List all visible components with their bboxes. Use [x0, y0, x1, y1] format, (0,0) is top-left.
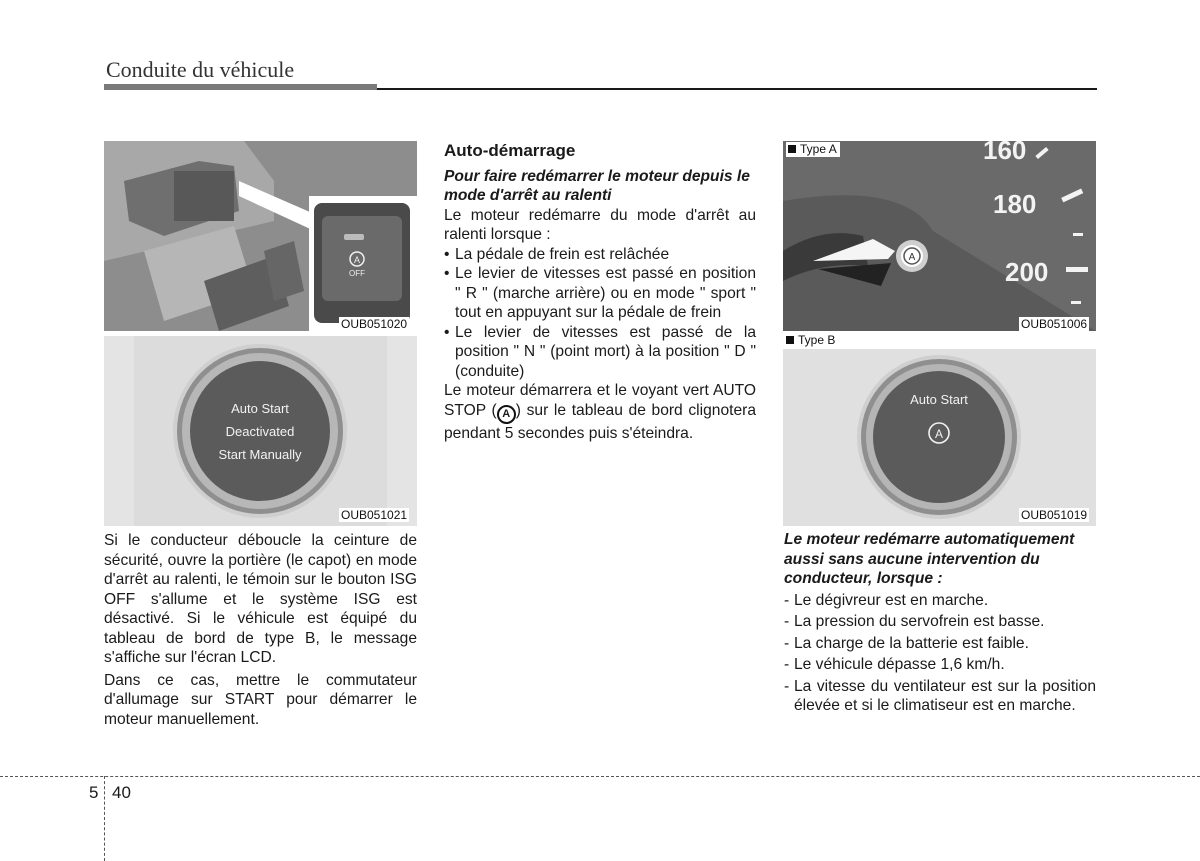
figure-caption: OUB051019	[1021, 508, 1088, 522]
footer-divider	[104, 776, 105, 861]
right-column	[784, 530, 1096, 716]
gauge-tick-label: 200	[1005, 257, 1049, 287]
figure-caption: OUB051020	[341, 317, 408, 331]
start-button-illustration	[783, 349, 1096, 526]
section-number: 5	[89, 783, 99, 802]
condition-list	[444, 245, 756, 382]
list-item: - La vitesse du ventilateur est sur la position élevée et si le climatiseur est en marche.	[784, 677, 1096, 716]
page-number: 40	[112, 783, 131, 802]
paragraph: Dans ce cas, mettre le commutateur d'allumage sur START pour démarrer le moteur manuellement.	[104, 671, 417, 728]
list-item: - La charge de la batterie est faible.	[784, 634, 1096, 654]
start-manually-text: Start Manually	[218, 447, 302, 462]
list-item: - Le véhicule dépasse 1,6 km/h.	[784, 655, 1096, 675]
figure-type-b-button	[783, 349, 1096, 526]
list-item: • La pédale de frein est relâchée	[444, 245, 756, 265]
auto-start-text: Auto Start	[231, 401, 289, 416]
intro-text: Le moteur redémarre du mode d'arrêt au ralenti lorsque :	[444, 206, 756, 243]
footer-rule	[0, 776, 1200, 777]
paragraph: Si le conducteur déboucle la ceinture de sécurité, ouvre la portière (le capot) en mode d'arrêt au ralenti, le témoin sur le bouton ISG OFF s'allume et le système ISG est désactivé. Si le véhicule est équipé du tableau de bord de type B, le message s'affiche sur l'écran LCD.	[104, 532, 417, 666]
header-rule-thick	[104, 84, 377, 90]
closing-text: Le moteur démarrera et le voyant vert AUTO STOP ( A ) sur le tableau de bord clignotera pendant 5 secondes puis s'éteindra.	[444, 382, 756, 442]
list-item: - Le dégivreur est en marche.	[784, 591, 1096, 611]
auto-start-text: Auto Start	[910, 392, 968, 407]
svg-text:A: A	[908, 252, 916, 263]
chapter-title: Conduite du véhicule	[106, 57, 295, 82]
figure-caption: OUB051021	[341, 508, 408, 522]
left-column	[104, 531, 417, 729]
list-item: • Le levier de vitesses est passé en position " R " (marche arrière) ou en mode " sport " tout en appuyant sur la pédale de frein	[444, 264, 756, 323]
figure-type-a-gauge	[783, 141, 1096, 331]
dashboard-illustration	[104, 141, 417, 331]
gauge-tick-label: 160	[983, 141, 1027, 165]
figure-caption: OUB051006	[1021, 317, 1088, 331]
list-item: - La pression du servofrein est basse.	[784, 612, 1096, 632]
deactivated-text: Deactivated	[225, 424, 295, 439]
condition-list	[784, 591, 1096, 716]
auto-stop-icon: A	[497, 405, 516, 424]
list-item: • Le levier de vitesses est passé de la position " N " (point mort) à la position " D " (conduite)	[444, 323, 756, 382]
header-rule-thin	[377, 88, 1097, 90]
type-b-label: Type B	[786, 333, 835, 347]
auto-stop-indicator	[896, 240, 928, 272]
svg-text:A: A	[934, 427, 944, 441]
start-button-illustration	[104, 336, 417, 526]
type-a-label: Type A	[786, 142, 840, 157]
isg-off-label: OFF	[349, 269, 365, 278]
svg-text:A: A	[353, 255, 361, 265]
figure-isg-off-button	[104, 141, 417, 331]
figure-auto-start-deactivated	[104, 336, 417, 526]
section-heading: Auto-démarrage	[444, 141, 576, 160]
middle-column	[444, 141, 756, 443]
gauge-tick-label: 180	[993, 189, 1037, 219]
gauge-illustration	[783, 141, 1096, 331]
section-subheading: Pour faire redémarrer le moteur depuis le mode d'arrêt au ralenti	[444, 167, 750, 204]
section-subheading: Le moteur redémarre automatiquement aussi sans aucune intervention du conducteur, lorsque :	[784, 531, 1075, 587]
